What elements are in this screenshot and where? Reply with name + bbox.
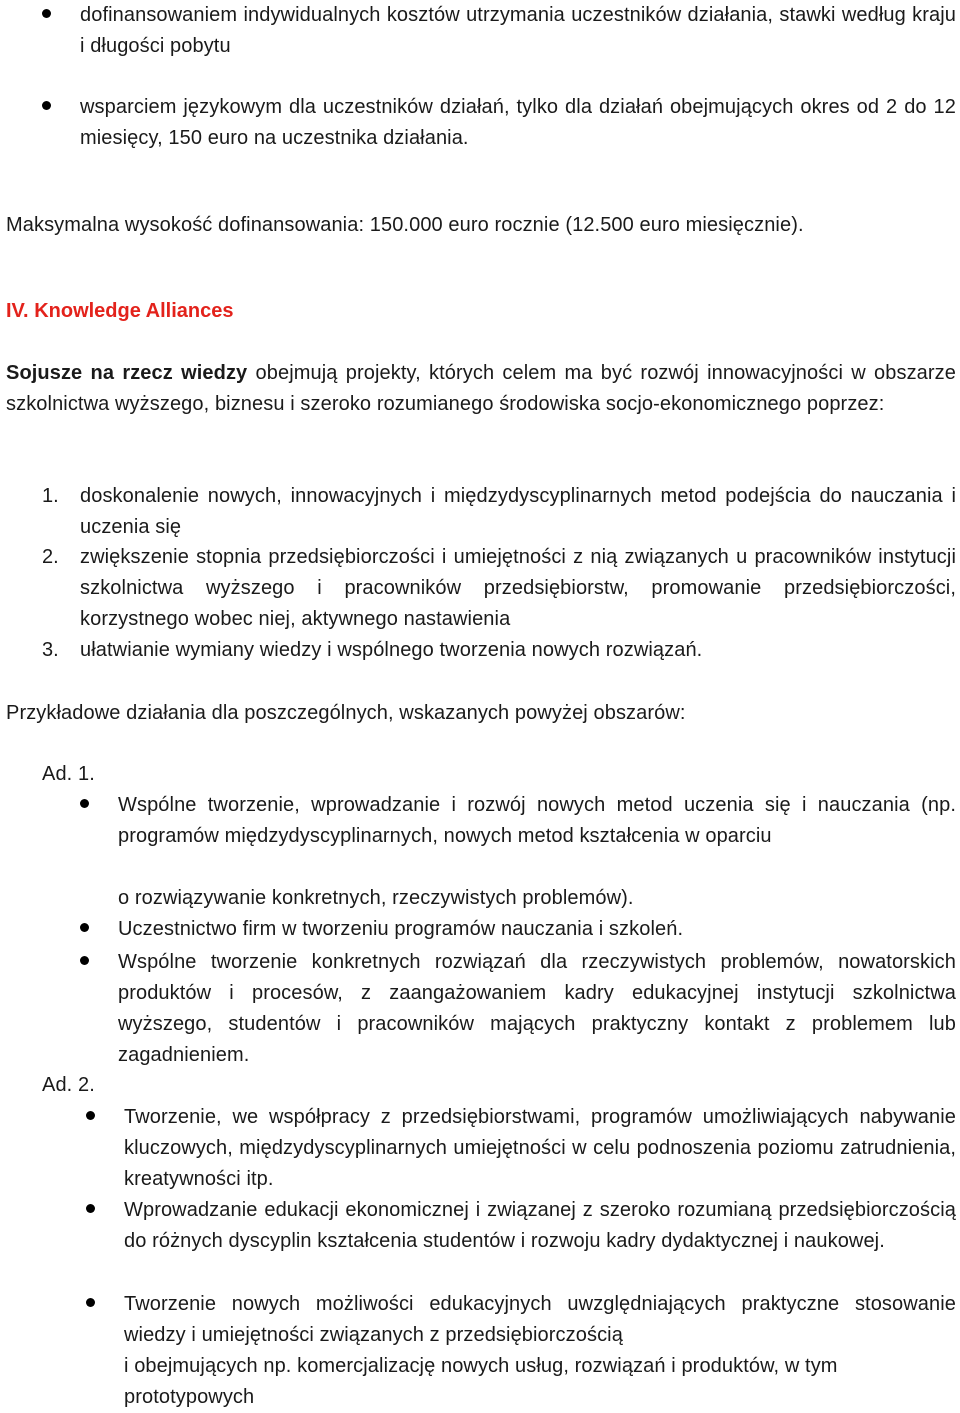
section-heading	[6, 296, 234, 327]
examples-heading: Przykładowe działania dla poszczególnych, wskazanych powyżej obszarów:	[6, 702, 686, 724]
bullet-icon	[42, 101, 51, 110]
list-item: Wprowadzanie edukacji ekonomicznej i związanej z szeroko rozumianą przedsiębiorczością do różnych dyscyplin kształcenia studentów i rozwoju kadry dydaktycznej i naukowej.	[124, 1199, 956, 1252]
numbered-item: zwiększenie stopnia przedsiębiorczości i umiejętności z nią związanych u pracowników instytucji szkolnictwa wyższego i pracowników przedsiębiorstw, promowanie przedsiębiorczości, korzystnego wobec niej, aktywnego nastawienia	[80, 546, 956, 630]
list-item: Wspólne tworzenie, wprowadzanie i rozwój nowych metod uczenia się i nauczania (np. programów międzydyscyplinarnych, nowych metod kształcenia w oparciu	[118, 794, 956, 847]
list-item: Tworzenie, we współpracy z przedsiębiorstwami, programów umożliwiających nabywanie kluczowych, międzydyscyplinarnych umiejętności w celu podnoszenia poziomu zatrudnienia, kreatywności itp.	[124, 1106, 956, 1190]
intro-bold: Sojusze na rzecz wiedzy	[6, 362, 248, 384]
list-item: Wspólne tworzenie konkretnych rozwiązań dla rzeczywistych problemów, nowatorskich produktów i procesów, z zaangażowaniem kadry edukacyjnej instytucji szkolnictwa wyższego, studentów i pracowników mających praktyczny kontakt z problemem lub zagadnieniem.	[118, 951, 956, 1066]
bullet-icon	[42, 9, 51, 18]
bullet-icon	[86, 1204, 95, 1213]
intro-paragraph	[6, 358, 956, 420]
bullet-icon	[86, 1298, 95, 1307]
intro-rest: obejmują projekty, których celem ma być rozwój innowacyjności w obszarze szkolnictwa wyższego, biznesu i szeroko rozumianego środowiska socjo-ekonomicznego poprzez:	[6, 362, 956, 415]
section-title: Knowledge Alliances	[34, 300, 234, 322]
list-item: Uczestnictwo firm w tworzeniu programów nauczania i szkoleń.	[118, 918, 684, 940]
numbered-item: doskonalenie nowych, innowacyjnych i międzydyscyplinarnych metod podejścia do nauczania i uczenia się	[80, 485, 956, 538]
max-funding-text: Maksymalna wysokość dofinansowania: 150.000 euro rocznie (12.500 euro miesięcznie).	[6, 214, 804, 236]
list-item-continuation: i obejmujących np. komercjalizację nowych usług, rozwiązań i produktów, w tym prototypowych	[124, 1355, 838, 1408]
numbered-item: ułatwianie wymiany wiedzy i wspólnego tworzenia nowych rozwiązań.	[80, 639, 703, 661]
list-number: 2.	[42, 546, 59, 568]
ad2-label: Ad. 2.	[42, 1074, 95, 1096]
list-item: Tworzenie nowych możliwości edukacyjnych uwzględniających praktyczne stosowanie wiedzy i umiejętności związanych z przedsiębiorczością	[124, 1293, 956, 1346]
bullet-icon	[80, 956, 89, 965]
list-item: dofinansowaniem indywidualnych kosztów utrzymania uczestników działania, stawki według kraju i długości pobytu	[80, 4, 956, 57]
list-item-continuation: o rozwiązywanie konkretnych, rzeczywistych problemów).	[118, 887, 634, 909]
ad1-label: Ad. 1.	[42, 763, 95, 785]
section-number: IV.	[6, 300, 29, 322]
list-number: 3.	[42, 639, 59, 661]
bullet-icon	[86, 1111, 95, 1120]
list-number: 1.	[42, 485, 59, 507]
list-item: wsparciem językowym dla uczestników działań, tylko dla działań obejmujących okres od 2 do 12 miesięcy, 150 euro na uczestnika działania.	[80, 96, 956, 149]
bullet-icon	[80, 923, 89, 932]
bullet-icon	[80, 799, 89, 808]
